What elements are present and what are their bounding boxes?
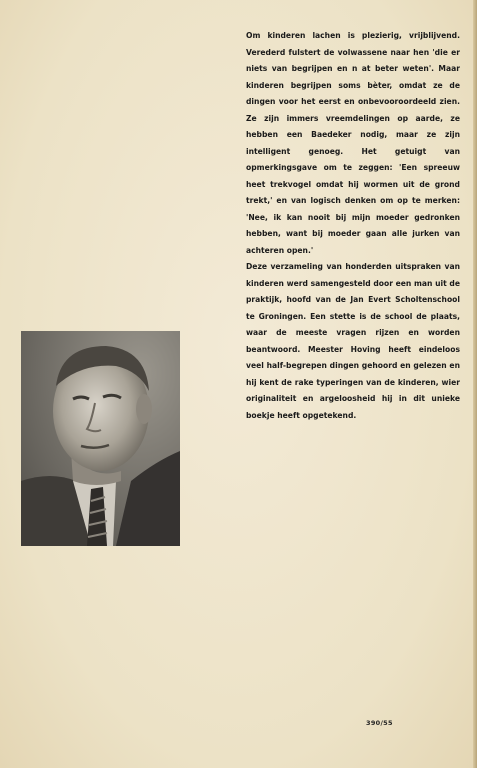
blurb-paragraph-1: Om kinderen lachen is plezierig, vrijblijvend. Verederd fulstert de volwassene naar hen 'die er niets van begrijpen en n at beter weten'. Maar kinderen begrijpen soms bèter, omdat ze de dingen voor het eerst en onbevooroordeeld zien. Ze zijn immers vreemdelingen op aarde, ze hebben een Baedeker nodig, maar ze zijn intelligent genoeg. Het getuigt van opmerkingsgave om te zeggen: 'Een spreeuw heet trekvogel omdat hij wormen uit de grond trekt,' en van logisch denken om op te merken: 'Nee, ik kan nooit bij mijn moeder gedronken hebben, want bij moeder gaan alle jurken van achteren open.' — [246, 31, 460, 255]
blurb-text — [246, 28, 460, 424]
catalog-code: 390/55 — [366, 719, 393, 727]
author-portrait — [21, 331, 180, 546]
page-edge — [473, 0, 477, 768]
blurb-paragraph-2: Deze verzameling van honderden uitspraken van kinderen werd samengesteld door een man uit de praktijk, hoofd van de Jan Evert Scholtenschool te Groningen. Een stette is de school de plaats, waar de meeste vragen rijzen en worden beantwoord. Meester Hoving heeft eindeloos veel half-begrepen dingen gehoord en gelezen en hij kent de rake typeringen van de kinderen, wier originaliteit en argeloosheid hij in dit unieke boekje heeft opgetekend. — [246, 262, 460, 420]
